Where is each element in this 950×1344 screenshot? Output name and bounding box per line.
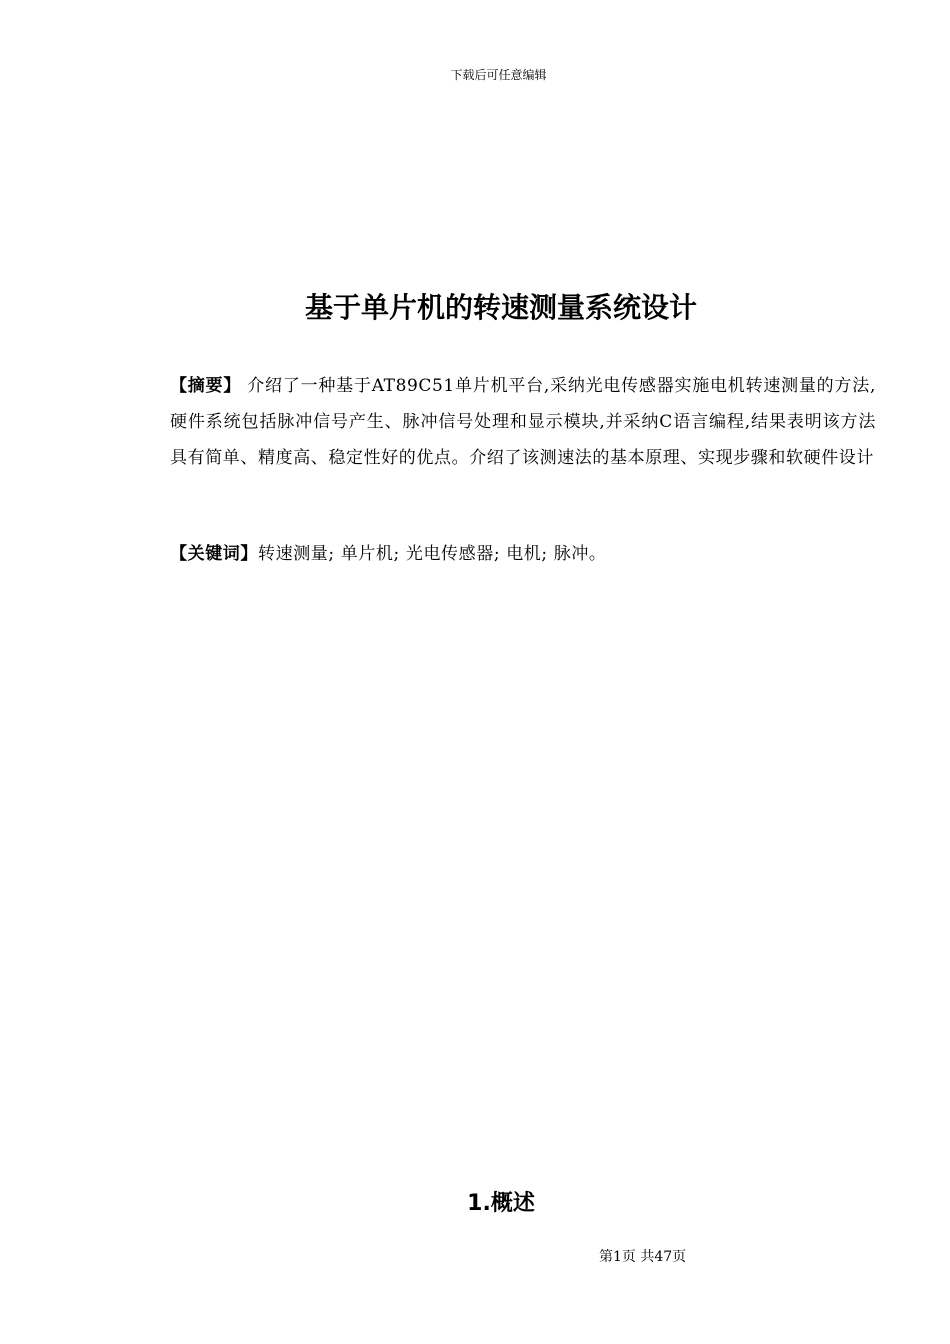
header-note: 下载后可任意编辑 [450, 68, 547, 82]
abstract-label: 【摘要】 [170, 376, 242, 396]
keywords-text: 转速测量; 单片机; 光电传感器; 电机; 脉冲。 [258, 544, 607, 564]
keywords-paragraph [170, 539, 876, 569]
abstract-paragraph [170, 368, 876, 476]
page-footer: 第1页 共47页 [599, 1249, 687, 1265]
abstract-text: 介绍了一种基于AT89C51单片机平台,采纳光电传感器实施电机转速测量的方法,硬件系统包括脉冲信号产生、脉冲信号处理和显示模块,并采纳C语言编程,结果表明该方法具有简单、精度高、稳定性好的优点。介绍了该测速法的基本原理、实现步骤和软硬件设计 [170, 376, 876, 468]
section-heading: 1.概述 [467, 1191, 535, 1216]
keywords-label: 【关键词】 [170, 544, 258, 564]
document-title: 基于单片机的转速测量系统设计 [304, 291, 697, 324]
